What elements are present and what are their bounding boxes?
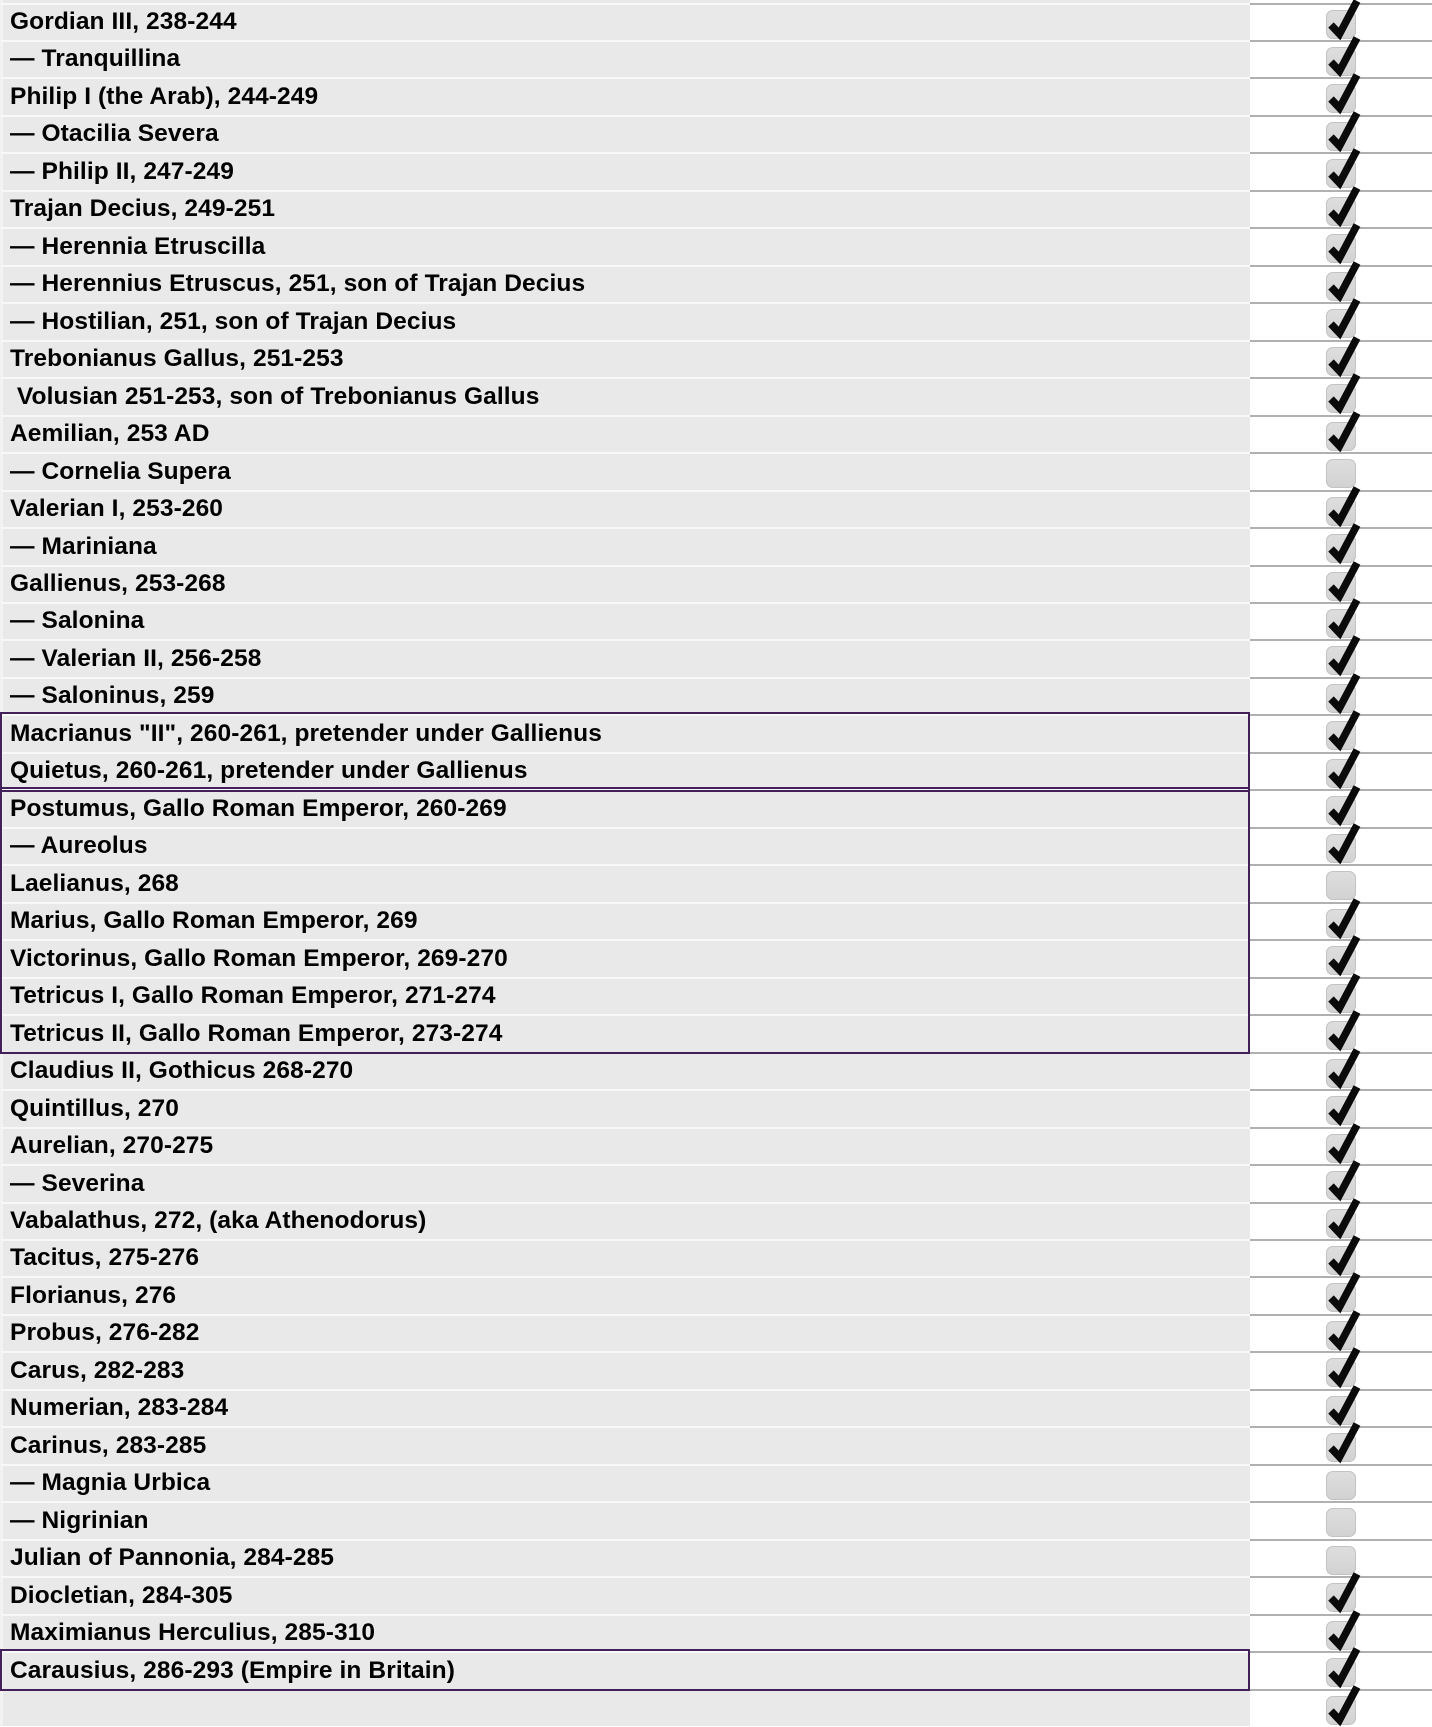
checkbox-cell xyxy=(1250,40,1432,77)
table-row xyxy=(0,1127,1432,1164)
checkmark-icon xyxy=(1326,36,1362,78)
emperor-name-cell[interactable] xyxy=(0,602,1250,639)
checkbox-cell xyxy=(1250,1239,1432,1276)
checkmark-icon xyxy=(1326,1235,1362,1277)
table-row xyxy=(0,77,1432,114)
checkmark-icon xyxy=(1326,635,1362,677)
checkbox-cell xyxy=(1250,1089,1432,1126)
row-checkbox[interactable] xyxy=(1326,1209,1356,1238)
emperor-label: Tacitus, 275-276 xyxy=(10,1244,200,1272)
row-checkbox[interactable] xyxy=(1326,10,1356,39)
emperor-label: Gallienus, 253-268 xyxy=(10,570,226,598)
emperor-label: Maximianus Herculius, 285-310 xyxy=(10,1619,376,1647)
checkbox-cell xyxy=(1250,1202,1432,1239)
table-row xyxy=(0,490,1432,527)
table-row xyxy=(0,1202,1432,1239)
emperor-label: — Herennius Etruscus, 251, son of Trajan Decius xyxy=(10,270,586,298)
checkbox-cell xyxy=(1250,752,1432,789)
row-checkbox[interactable] xyxy=(1326,234,1356,263)
checkmark-icon xyxy=(1326,561,1362,603)
checkmark-icon xyxy=(1326,261,1362,303)
emperor-label: Carus, 282-283 xyxy=(10,1356,185,1384)
emperor-name-cell[interactable] xyxy=(0,1501,1250,1538)
emperor-name-cell[interactable] xyxy=(0,1239,1250,1276)
row-checkbox[interactable] xyxy=(1326,1433,1356,1462)
row-checkbox[interactable] xyxy=(1326,1546,1356,1575)
emperor-name-cell[interactable] xyxy=(0,1389,1250,1426)
emperor-label: — Tranquillina xyxy=(10,45,181,73)
emperor-label: — Otacilia Severa xyxy=(10,120,219,148)
checkmark-icon xyxy=(1326,1123,1362,1165)
checkmark-icon xyxy=(1326,111,1362,153)
checkmark-icon xyxy=(1326,1310,1362,1352)
checkbox-cell xyxy=(1250,1314,1432,1351)
emperor-label: Gordian III, 238-244 xyxy=(10,7,237,35)
emperor-name-cell[interactable] xyxy=(0,1351,1250,1388)
emperor-name-cell[interactable] xyxy=(0,1464,1250,1501)
checkmark-icon xyxy=(1326,1572,1362,1614)
table-row xyxy=(0,1052,1432,1089)
emperor-name-cell[interactable] xyxy=(0,77,1250,114)
checkmark-icon xyxy=(1326,1385,1362,1427)
row-checkbox[interactable] xyxy=(1326,871,1356,900)
emperor-label: Carausius, 286-293 (Empire in Britain) xyxy=(10,1656,455,1684)
row-checkbox[interactable] xyxy=(1326,1021,1356,1050)
checkmark-icon xyxy=(1326,373,1362,415)
table-row xyxy=(0,752,1432,789)
checkmark-icon xyxy=(1326,523,1362,565)
checkmark-icon xyxy=(1326,486,1362,528)
emperor-label: — Salonina xyxy=(10,607,145,635)
emperor-name-cell[interactable] xyxy=(0,752,1250,789)
emperor-name-cell[interactable] xyxy=(0,227,1250,264)
row-checkbox[interactable] xyxy=(1326,1396,1356,1425)
emperor-label: Valerian I, 253-260 xyxy=(10,495,224,523)
table-row xyxy=(0,1464,1432,1501)
emperor-label: Trajan Decius, 249-251 xyxy=(10,195,276,223)
emperor-name-cell[interactable] xyxy=(0,1202,1250,1239)
table-row xyxy=(0,1614,1432,1651)
checkmark-icon xyxy=(1326,898,1362,940)
checkbox-cell xyxy=(1250,1276,1432,1313)
checkbox-cell xyxy=(1250,1501,1432,1538)
checkmark-icon xyxy=(1326,1647,1362,1689)
checkbox-cell xyxy=(1250,1651,1432,1688)
checkmark-icon xyxy=(1326,223,1362,265)
emperor-label: — Aureolus xyxy=(10,832,148,860)
emperor-name-cell[interactable] xyxy=(0,977,1250,1014)
emperor-name-cell[interactable] xyxy=(0,677,1250,714)
checkmark-icon xyxy=(1326,785,1362,827)
checkbox-cell xyxy=(1250,415,1432,452)
checkbox-cell xyxy=(1250,227,1432,264)
table-row xyxy=(0,302,1432,339)
checkbox-cell xyxy=(1250,265,1432,302)
emperor-name-cell[interactable] xyxy=(0,1614,1250,1651)
row-checkbox[interactable] xyxy=(1326,1321,1356,1350)
table-row xyxy=(0,1239,1432,1276)
table-row xyxy=(0,152,1432,189)
checkbox-cell xyxy=(1250,377,1432,414)
checkbox-cell xyxy=(1250,789,1432,826)
emperor-label: Aurelian, 270-275 xyxy=(10,1132,214,1160)
emperor-name-cell[interactable] xyxy=(0,1576,1250,1613)
emperor-name-cell[interactable] xyxy=(0,40,1250,77)
row-checkbox[interactable] xyxy=(1326,1696,1356,1725)
row-checkbox[interactable] xyxy=(1326,909,1356,938)
emperor-label: — Mariniana xyxy=(10,532,157,560)
checkmark-icon xyxy=(1326,186,1362,228)
checkbox-cell xyxy=(1250,302,1432,339)
checkbox-cell xyxy=(1250,1351,1432,1388)
table-row xyxy=(0,789,1432,826)
checkbox-cell xyxy=(1250,864,1432,901)
emperor-name-cell[interactable] xyxy=(0,1539,1250,1576)
row-checkbox[interactable] xyxy=(1326,1583,1356,1612)
row-checkbox[interactable] xyxy=(1326,159,1356,188)
table-row xyxy=(0,340,1432,377)
emperor-label: Quietus, 260-261, pretender under Gallienus xyxy=(10,757,528,785)
emperor-label: Tetricus II, Gallo Roman Emperor, 273-274 xyxy=(10,1019,503,1047)
checkbox-cell xyxy=(1250,1389,1432,1426)
checkmark-icon xyxy=(1326,298,1362,340)
row-checkbox[interactable] xyxy=(1326,572,1356,601)
checkbox-cell xyxy=(1250,1052,1432,1089)
checkbox-cell xyxy=(1250,977,1432,1014)
emperor-name-cell[interactable] xyxy=(0,789,1250,826)
table-row xyxy=(0,565,1432,602)
row-checkbox[interactable] xyxy=(1326,84,1356,113)
row-checkbox[interactable] xyxy=(1326,796,1356,825)
row-checkbox[interactable] xyxy=(1326,1358,1356,1387)
checkmark-icon xyxy=(1326,1048,1362,1090)
emperor-label: Quintillus, 270 xyxy=(10,1094,179,1122)
emperor-label: Volusian 251-253, son of Trebonianus Gallus xyxy=(10,382,540,410)
checkmark-icon xyxy=(1326,148,1362,190)
row-checkbox[interactable] xyxy=(1326,646,1356,675)
row-checkbox[interactable] xyxy=(1326,384,1356,413)
table-row xyxy=(0,1501,1432,1538)
checkbox-cell xyxy=(1250,77,1432,114)
row-checkbox[interactable] xyxy=(1326,47,1356,76)
emperor-label: Laelianus, 268 xyxy=(10,869,179,897)
emperor-label: — Magnia Urbica xyxy=(10,1469,211,1497)
emperor-name-cell[interactable] xyxy=(0,1426,1250,1463)
table-row xyxy=(0,40,1432,77)
row-checkbox[interactable] xyxy=(1326,1658,1356,1687)
emperor-name-cell[interactable] xyxy=(0,265,1250,302)
table-row xyxy=(0,827,1432,864)
checkbox-cell xyxy=(1250,902,1432,939)
checkbox-cell xyxy=(1250,3,1432,40)
checkbox-cell xyxy=(1250,1164,1432,1201)
table-row xyxy=(0,377,1432,414)
row-checkbox[interactable] xyxy=(1326,1171,1356,1200)
checkmark-icon xyxy=(1326,973,1362,1015)
checkmark-icon xyxy=(1326,1272,1362,1314)
emperor-name-cell[interactable] xyxy=(0,827,1250,864)
emperor-name-cell[interactable] xyxy=(0,527,1250,564)
emperor-name-cell[interactable] xyxy=(0,302,1250,339)
emperor-label: Vabalathus, 272, (aka Athenodorus) xyxy=(10,1206,427,1234)
checkmark-icon xyxy=(1326,1198,1362,1240)
checkmark-icon xyxy=(1326,0,1362,41)
checkbox-cell xyxy=(1250,714,1432,751)
emperor-name-cell[interactable] xyxy=(0,152,1250,189)
emperor-label: Victorinus, Gallo Roman Emperor, 269-270 xyxy=(10,944,508,972)
checkmark-icon xyxy=(1326,673,1362,715)
table-row xyxy=(0,527,1432,564)
emperor-name-cell[interactable] xyxy=(0,714,1250,751)
row-checkbox[interactable] xyxy=(1326,1134,1356,1163)
emperor-label: Philip I (the Arab), 244-249 xyxy=(10,82,319,110)
table-row xyxy=(0,3,1432,40)
table-row xyxy=(0,415,1432,452)
checkmark-icon xyxy=(1326,710,1362,752)
row-checkbox[interactable] xyxy=(1326,272,1356,301)
emperor-label: — Herennia Etruscilla xyxy=(10,232,266,260)
checkbox-cell xyxy=(1250,677,1432,714)
row-checkbox[interactable] xyxy=(1326,1246,1356,1275)
checkmark-icon xyxy=(1326,935,1362,977)
emperor-name-cell[interactable] xyxy=(0,864,1250,901)
checkbox-cell xyxy=(1250,602,1432,639)
row-checkbox[interactable] xyxy=(1326,347,1356,376)
emperor-label: Macrianus "II", 260-261, pretender under Gallienus xyxy=(10,719,602,747)
checkbox-cell xyxy=(1250,1014,1432,1051)
checkbox-cell xyxy=(1250,639,1432,676)
table-row xyxy=(0,1014,1432,1051)
emperor-label: — Valerian II, 256-258 xyxy=(10,644,262,672)
emperor-name-cell[interactable] xyxy=(0,1014,1250,1051)
row-checkbox[interactable] xyxy=(1326,1096,1356,1125)
table-row xyxy=(0,1389,1432,1426)
emperor-label: Tetricus I, Gallo Roman Emperor, 271-274 xyxy=(10,982,496,1010)
row-checkbox[interactable] xyxy=(1326,1283,1356,1312)
checkbox-cell xyxy=(1250,1464,1432,1501)
checkbox-cell xyxy=(1250,1576,1432,1613)
table-row xyxy=(0,1164,1432,1201)
checkmark-icon xyxy=(1326,1685,1362,1727)
checkbox-cell xyxy=(1250,152,1432,189)
checkbox-cell xyxy=(1250,1426,1432,1463)
table-row xyxy=(0,1651,1432,1688)
table-row xyxy=(0,1426,1432,1463)
table-row xyxy=(0,977,1432,1014)
checkmark-icon xyxy=(1326,336,1362,378)
emperor-label: Aemilian, 253 AD xyxy=(10,420,210,448)
emperor-name-cell[interactable] xyxy=(0,1314,1250,1351)
emperor-name-cell[interactable] xyxy=(0,902,1250,939)
emperor-name-cell[interactable] xyxy=(0,490,1250,527)
table-row xyxy=(0,864,1432,901)
emperor-name-cell[interactable] xyxy=(0,939,1250,976)
emperor-label: Trebonianus Gallus, 251-253 xyxy=(10,345,344,373)
row-checkbox[interactable] xyxy=(1326,721,1356,750)
row-checkbox[interactable] xyxy=(1326,497,1356,526)
emperor-name-cell[interactable] xyxy=(0,452,1250,489)
emperor-label: Florianus, 276 xyxy=(10,1281,177,1309)
row-checkbox[interactable] xyxy=(1326,422,1356,451)
emperor-name-cell[interactable] xyxy=(0,377,1250,414)
emperor-name-cell[interactable] xyxy=(0,115,1250,152)
table-row xyxy=(0,677,1432,714)
checkmark-icon xyxy=(1326,1085,1362,1127)
row-checkbox[interactable] xyxy=(1326,1621,1356,1650)
emperor-label: — Hostilian, 251, son of Trajan Decius xyxy=(10,307,457,335)
emperor-name-cell[interactable] xyxy=(0,1052,1250,1089)
table-row xyxy=(0,939,1432,976)
row-checkbox[interactable] xyxy=(1326,1471,1356,1500)
emperor-label: Carinus, 283-285 xyxy=(10,1431,207,1459)
emperor-name-cell[interactable] xyxy=(0,1689,1250,1726)
checkmark-icon xyxy=(1326,1422,1362,1464)
checkmark-icon xyxy=(1326,411,1362,453)
checkbox-cell xyxy=(1250,1539,1432,1576)
checkmark-icon xyxy=(1326,1610,1362,1652)
table-row xyxy=(0,1314,1432,1351)
emperor-name-cell[interactable] xyxy=(0,3,1250,40)
emperor-label: — Cornelia Supera xyxy=(10,457,231,485)
checkbox-cell xyxy=(1250,452,1432,489)
checkmark-icon xyxy=(1326,598,1362,640)
checkmark-icon xyxy=(1326,823,1362,865)
partial-row-bottom xyxy=(0,1689,1432,1726)
emperor-name-cell[interactable] xyxy=(0,1127,1250,1164)
emperor-label: Postumus, Gallo Roman Emperor, 260-269 xyxy=(10,794,507,822)
checkbox-cell xyxy=(1250,827,1432,864)
emperor-name-cell[interactable] xyxy=(0,565,1250,602)
emperor-name-cell[interactable] xyxy=(0,1651,1250,1688)
checkmark-icon xyxy=(1326,748,1362,790)
checkbox-cell xyxy=(1250,340,1432,377)
row-checkbox[interactable] xyxy=(1326,684,1356,713)
checkbox-cell xyxy=(1250,190,1432,227)
emperor-label: Probus, 276-282 xyxy=(10,1319,200,1347)
emperor-label: — Saloninus, 259 xyxy=(10,682,215,710)
table-row xyxy=(0,902,1432,939)
table-row xyxy=(0,714,1432,751)
checkbox-cell xyxy=(1250,939,1432,976)
row-checkbox[interactable] xyxy=(1326,834,1356,863)
table-row xyxy=(0,1576,1432,1613)
checkmark-icon xyxy=(1326,73,1362,115)
checkmark-icon xyxy=(1326,1010,1362,1052)
table-row xyxy=(0,115,1432,152)
table-row xyxy=(0,452,1432,489)
checkbox-cell xyxy=(1250,527,1432,564)
emperor-label: — Nigrinian xyxy=(10,1506,149,1534)
table-row xyxy=(0,190,1432,227)
emperor-label: — Philip II, 247-249 xyxy=(10,157,234,185)
row-checkbox[interactable] xyxy=(1326,984,1356,1013)
emperor-label: Claudius II, Gothicus 268-270 xyxy=(10,1057,354,1085)
emperor-label: Diocletian, 284-305 xyxy=(10,1581,233,1609)
emperor-label: Numerian, 283-284 xyxy=(10,1394,229,1422)
checkbox-cell xyxy=(1250,1689,1432,1726)
checkbox-cell xyxy=(1250,1614,1432,1651)
row-checkbox[interactable] xyxy=(1326,309,1356,338)
row-checkbox[interactable] xyxy=(1326,1508,1356,1537)
table-row xyxy=(0,602,1432,639)
checkmark-icon xyxy=(1326,1160,1362,1202)
emperor-name-cell[interactable] xyxy=(0,1164,1250,1201)
table-row xyxy=(0,1539,1432,1576)
table-row xyxy=(0,227,1432,264)
row-checkbox[interactable] xyxy=(1326,459,1356,488)
checkbox-cell xyxy=(1250,1127,1432,1164)
emperor-name-cell[interactable] xyxy=(0,340,1250,377)
checkmark-icon xyxy=(1326,1347,1362,1389)
emperor-name-cell[interactable] xyxy=(0,1276,1250,1313)
emperor-name-cell[interactable] xyxy=(0,415,1250,452)
row-checkbox[interactable] xyxy=(1326,759,1356,788)
row-checkbox[interactable] xyxy=(1326,534,1356,563)
emperor-label: Marius, Gallo Roman Emperor, 269 xyxy=(10,907,418,935)
emperor-name-cell[interactable] xyxy=(0,1089,1250,1126)
emperor-label: Julian of Pannonia, 284-285 xyxy=(10,1544,335,1572)
row-checkbox[interactable] xyxy=(1326,609,1356,638)
table-row xyxy=(0,265,1432,302)
row-checkbox[interactable] xyxy=(1326,122,1356,151)
emperor-name-cell[interactable] xyxy=(0,190,1250,227)
checkbox-cell xyxy=(1250,115,1432,152)
row-checkbox[interactable] xyxy=(1326,1059,1356,1088)
table-row xyxy=(0,1351,1432,1388)
checkbox-cell xyxy=(1250,565,1432,602)
table-row xyxy=(0,1089,1432,1126)
emperor-name-cell[interactable] xyxy=(0,639,1250,676)
row-checkbox[interactable] xyxy=(1326,946,1356,975)
checkbox-cell xyxy=(1250,490,1432,527)
table-row xyxy=(0,639,1432,676)
table-row xyxy=(0,1276,1432,1313)
row-checkbox[interactable] xyxy=(1326,197,1356,226)
emperor-label: — Severina xyxy=(10,1169,145,1197)
